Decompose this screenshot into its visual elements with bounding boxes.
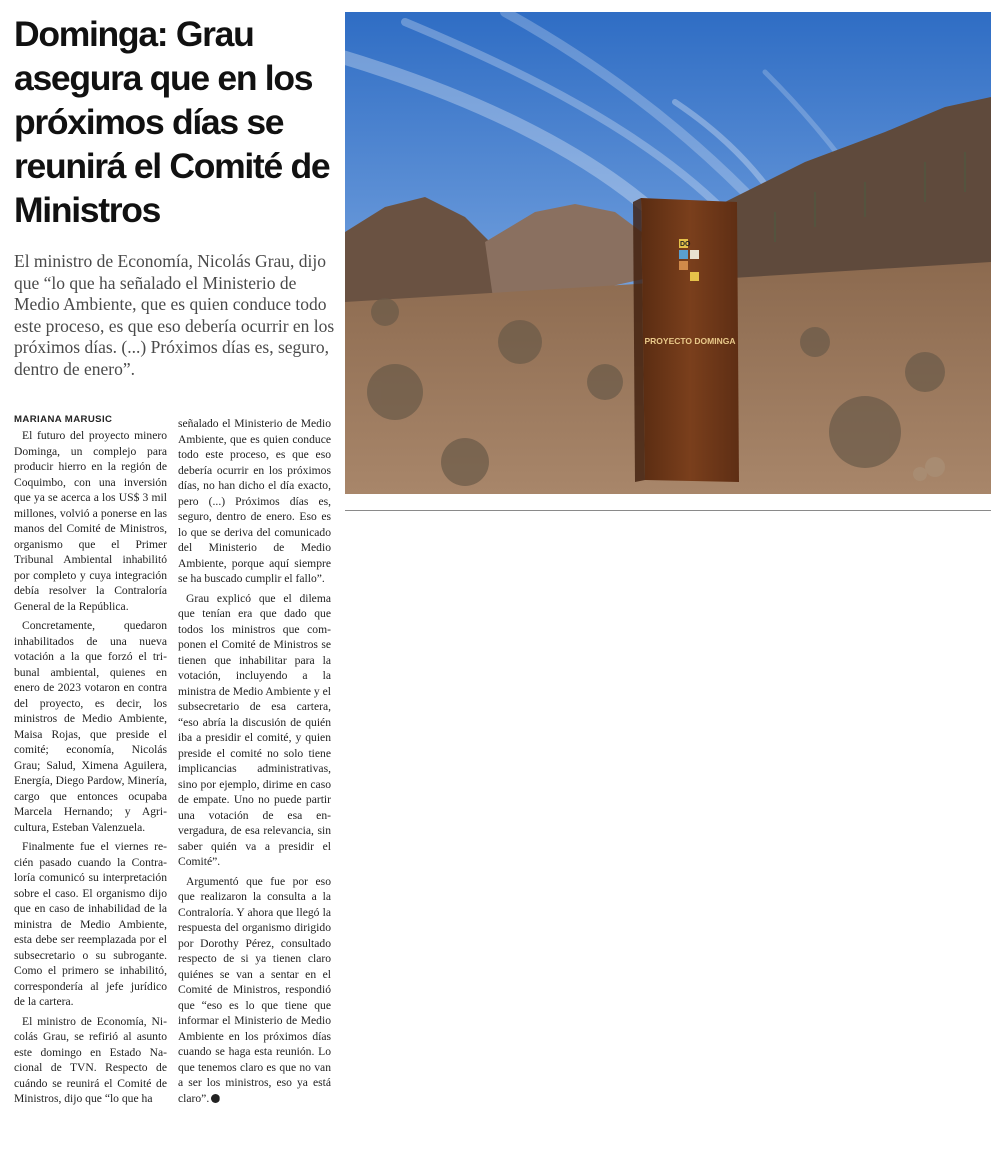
desert-sign-illustration <box>345 12 991 494</box>
paragraph-text: Argumentó que fue por eso que realizaron la consulta a la Contraloría. Y ahora que llegó la respuesta del organismo dirigido por Dorothy Pérez, consultado respecto de si ya tienen claro quiénes se van a sentar en el Comité de Ministros, respondió que “eso es lo que tiene que informar el Ministerio de Medio Ambiente en los próximos días cuando se haga esta reunión. Lo que tenemos claro es que no van a ser los ministros, eso ya está claro”. <box>178 874 331 1105</box>
paragraph: El futuro del proyecto minero Dominga, un complejo para producir hierro en la región de Coquimbo, con una inversión que ya se acerca a los US$ 3 mil millones, volvió a ponerse en las manos del Comité de Ministros, organismo que el Primer Tribunal Ambiental inhabilitó por completo y cuya integración debía resolver la Contraloría General de la República. <box>14 429 167 613</box>
article-lede: El ministro de Economía, Nicolás Grau, dijo que “lo que ha señalado el Ministerio de Medio Ambiente, que es quien conduce todo este proceso, es que eso debería ocurrir en los próximos días. (...) Próximos días es, seguro, dentro de enero”. <box>14 251 335 379</box>
paragraph: Finalmente fue el viernes recién pasado cuando la Contraloría comunicó su interpretación sobre el caso. El organismo dijo que en caso de inhabilidad de la ministra de Medio Ambiente, esta debe ser reemplazada por el subsecretario o su subrogante. Como el primero se inhabilitó, correspondería al jefe jurídico de la cartera. <box>14 840 167 1008</box>
sign-text: PROYECTO DOMINGA <box>644 336 736 346</box>
body-column-1 <box>14 412 167 1111</box>
logo-do: DO <box>680 241 691 248</box>
paragraph: señalado el Ministerio de Medio Ambiente, que es quien conduce todo este proceso, es que eso debería ocurrir en los próximos días, no han dicho el día exacto, pero (...) Próximos días es, seguro, dentro de enero. Eso es lo que se deriva del comunicado del Ministerio de Medio Ambiente, porque aquí siempre se ha buscado cumplir el fallo”. <box>178 417 331 585</box>
body-column-2 <box>178 416 331 1110</box>
article-headline: Dominga: Grau asegura que en los próximos días se reunirá el Comité de Ministros <box>14 14 330 230</box>
divider-line <box>345 510 991 511</box>
paragraph: Concretamente, quedaron inhabilitados de una nueva votación a la que forzó el tribunal ambiental, quienes en enero de 2023 votaron en contra del proyecto, es decir, los ministros de Medio Ambiente, Maisa Rojas, que preside el comité; economía, Nicolás Grau; Salud, Ximena Aguilera, Energía, Diego Pardow, Minería, cargo que entonces ocupaba Marcela Hernando; y Agricultura, Esteban Valenzuela. <box>14 619 167 834</box>
byline: MARIANA MARUSIC <box>14 414 113 425</box>
paragraph: El ministro de Economía, Nicolás Grau, se refirió al asunto este domingo en Estado Nacional de TVN. Respecto de cuándo se reunirá el Comité de Ministros, dijo que “lo que ha <box>14 1014 167 1105</box>
paragraph: Grau explicó que el dilema que tenían era que dado que todos los ministros que componen el Comité de Ministros se tienen que inhabilitar para la votación, incluyendo a la ministra de Medio Ambiente y el subsecretario de esa cartera, “eso abría la discusión de quién iba a presidir el comité, y quien preside el comité no solo tiene implicancias administrativas, sino por ejemplo, dirime en caso de empate. Uno no puede partir una votación de esa envergadura, de esa relevancia, sin saber quién va a presidir el Comité”. <box>178 591 331 868</box>
paragraph <box>178 874 331 1107</box>
article-photo <box>345 12 991 494</box>
end-mark-icon: P <box>211 1094 220 1103</box>
